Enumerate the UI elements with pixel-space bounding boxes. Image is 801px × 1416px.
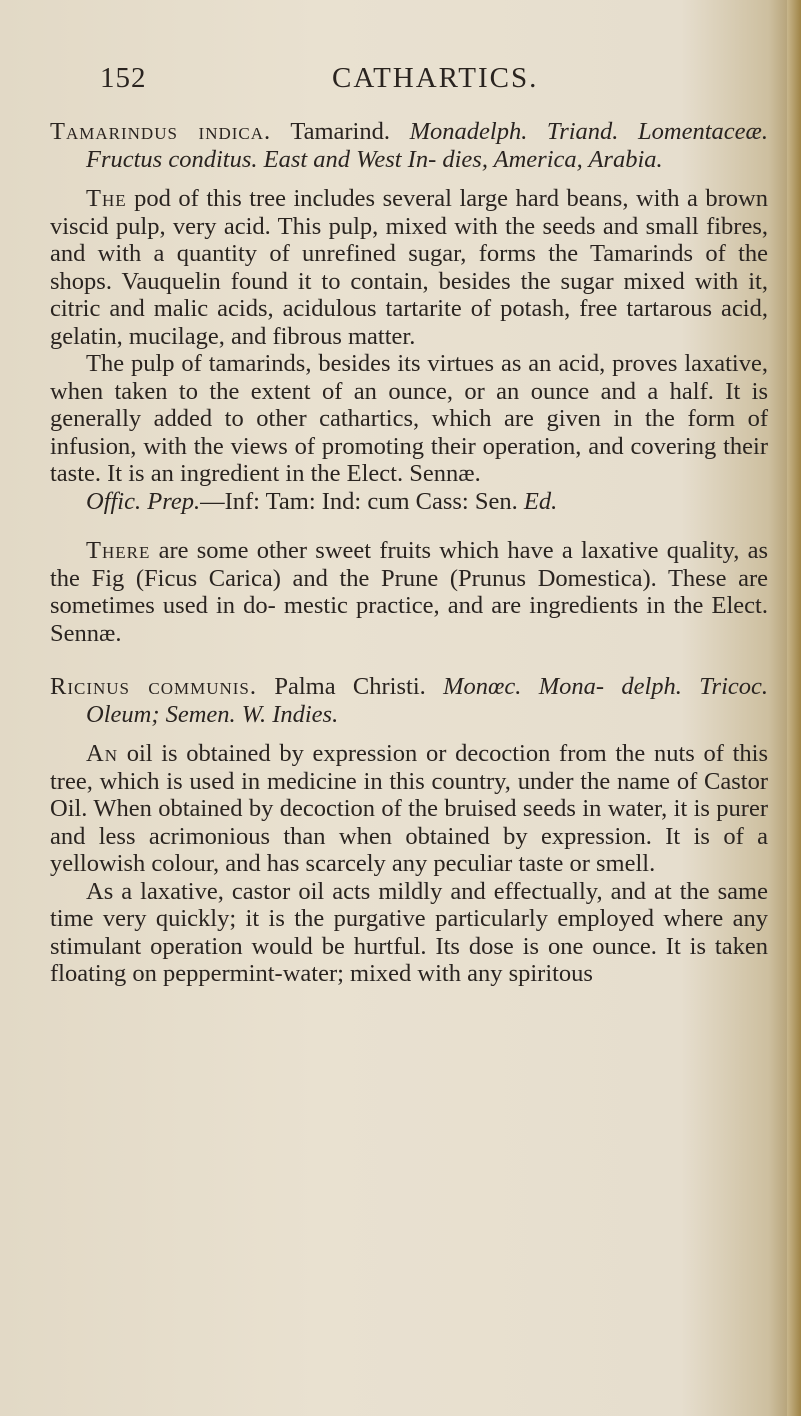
page-number: 152 <box>100 62 147 94</box>
offic-prep-edition: Ed. <box>523 487 558 515</box>
page-edge <box>787 0 801 1416</box>
tamarindus-name: Tamarindus indica. <box>50 118 272 145</box>
page-body <box>50 118 768 988</box>
ricinus-name: Ricinus communis. <box>50 673 257 700</box>
running-header <box>100 62 740 102</box>
tamarindus-lead-word: The <box>86 185 127 212</box>
sweet-fruits-paragraph <box>50 537 768 647</box>
tamarindus-paragraph-1-text: pod of this tree includes several large hard beans, with a brown viscid pulp, very acid. This pulp, mixed with the seeds and small fibres, and with a quantity of unrefined sugar, forms the Tamarinds of the shops. Vauquelin found it to contain, besides the sugar mixed with it, citric and malic acids, acidulous tartarite of potash, free tartarous acid, gelatin, mucilage, and fibrous matter. <box>50 185 768 350</box>
tamarindus-officinal-preparations <box>50 488 768 516</box>
sweet-fruits-text: are some other sweet fruits which have a laxative quality, as the Fig (Ficus Carica) and the Prune (Prunus Domestica). These are sometimes used in do- mestic practice, and are ingredients in the Elect. Sennæ. <box>50 537 768 647</box>
ricinus-paragraph-1 <box>50 740 768 878</box>
ricinus-paragraph-1-text: oil is obtained by expression or decoction from the nuts of this tree, which is used in medicine in this country, under the name of Castor Oil. When obtained by decoction of the bruised seeds in water, it is purer and less acrimonious than when obtained by expression. It is of a yellowish colour, and has scarcely any peculiar taste or smell. <box>50 740 769 877</box>
tamarindus-paragraph-2: The pulp of tamarinds, besides its virtues as an acid, proves laxative, when taken to the extent of an ounce, or an ounce and a half. It is generally added to other cathartics, which are given in the form of infusion, with the views of promoting their operation, and covering their taste. It is an ingredient in the Elect. Sennæ. <box>50 350 768 487</box>
ricinus-common-name: Palma Christi. <box>274 673 426 700</box>
ricinus-heading <box>50 673 768 728</box>
tamarindus-heading <box>50 118 768 173</box>
ricinus-classification: Monœc. Mona- delph. Tricoc. Oleum; Semen. W. Indies. <box>86 673 768 728</box>
running-title: CATHARTICS. <box>332 62 539 94</box>
tamarindus-common-name: Tamarind. <box>290 118 390 145</box>
ricinus-paragraph-2: As a laxative, castor oil acts mildly and effectually, and at the same time very quickly; it is the purgative particularly employed where any stimulant operation would be hurtful. Its dose is one ounce. It is taken floating on peppermint-water; mixed with any spiritous <box>50 877 768 987</box>
sweet-fruits-lead-word: There <box>86 537 151 564</box>
tamarindus-classification: Monadelph. Triand. Lomentaceæ. Fructus conditus. East and West In- dies, America, Arabia. <box>86 118 769 173</box>
offic-prep-text: —Inf: Tam: Ind: cum Cass: Sen. <box>200 487 518 515</box>
offic-prep-label: Offic. Prep. <box>86 487 201 515</box>
tamarindus-paragraph-1 <box>50 185 768 350</box>
ricinus-lead-word: An <box>86 740 118 767</box>
